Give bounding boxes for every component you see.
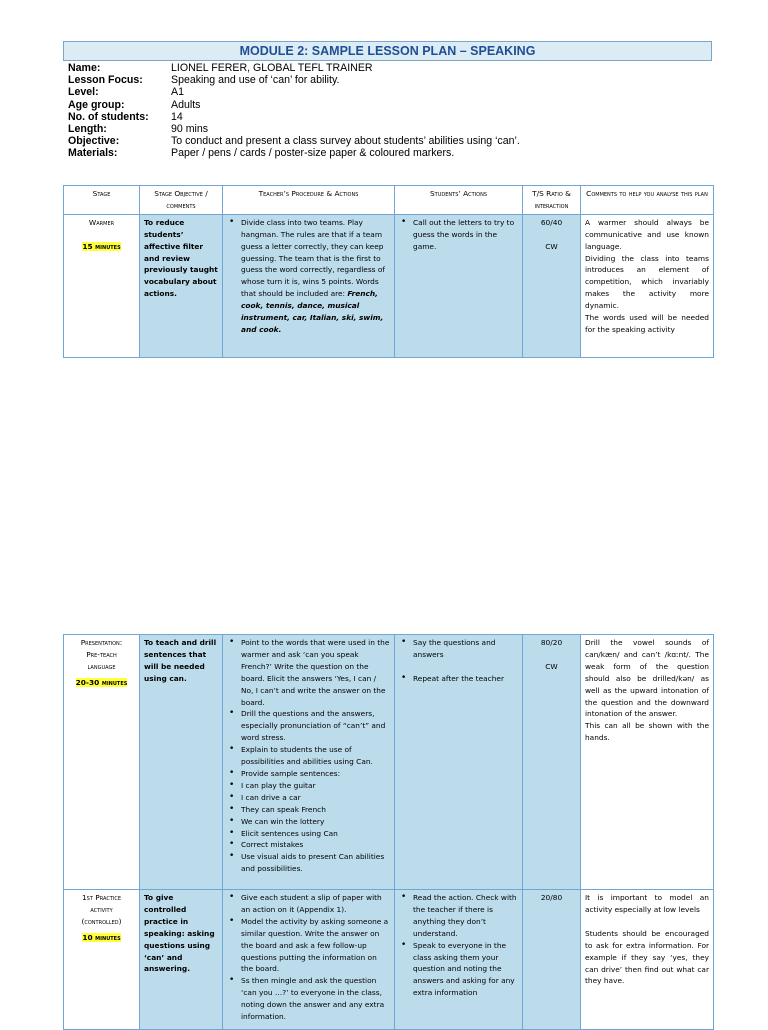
list-item: • Call out the letters to try to guess the words in the game. [413, 217, 518, 253]
list-item: • Divide class into two teams. Play hangman. The rules are that if a team guess a letter correctly, they can keep guessing. The team that is the first to guess the word correctly, regardless of whose turn it is, wins 5 points. Words that should be included are: French, cook, tennis, dance, musical instrument, car, Italian, ski, swim, and cook. [241, 217, 390, 336]
objective-text: To teach and drill sentences that will be needed using can. [144, 638, 217, 683]
interaction-value: CW [545, 241, 558, 251]
stage-cell [64, 635, 140, 890]
students-cell [395, 890, 523, 1030]
header-comments: Comments to help you analyse this plan [581, 186, 714, 215]
info-value: LIONEL FERER, GLOBAL TEFL TRAINER [171, 62, 373, 74]
info-label: No. of students: [68, 110, 149, 123]
list-item: • We can win the lottery [241, 816, 390, 828]
ratio-value: 60/40 [540, 217, 563, 227]
stage-time: 20-30 minutes [75, 677, 128, 687]
list-item: • Ss then mingle and ask the question ‘can you …?’ to everyone in the class, noting down the answer and any extra information. [241, 975, 390, 1023]
info-value: 14 [171, 110, 183, 123]
list-item: • Speak to everyone in the class asking them your question and noting the answers and asking for any extra information [413, 940, 518, 1000]
teacher-cell [223, 214, 395, 357]
list-item: • They can speak French [241, 804, 390, 816]
table-row-practice [64, 890, 714, 1030]
info-value: Paper / pens / cards / poster-size paper & coloured markers. [171, 147, 455, 160]
stage-name: (controlled) [81, 916, 122, 926]
info-value: Adults [171, 98, 201, 111]
header-students: Students’ Actions [395, 186, 523, 215]
list-item: • Correct mistakes [241, 839, 390, 851]
stage-name: Warmer [88, 217, 115, 227]
list-item: • Give each student a slip of paper with an action on it (Appendix 1). [241, 892, 390, 916]
list-item: • Model the activity by asking someone a similar question. Write the answer on the board and ask a few follow-up questions putting the information on the board. [241, 916, 390, 976]
info-row [68, 123, 520, 135]
ratio-value: 80/20 [540, 638, 563, 647]
stage-cell [64, 890, 140, 1030]
stage-name: activity [90, 904, 113, 914]
list-item: • Drill the questions and the answers, especially pronunciation of “can’t” and word stress. [241, 708, 390, 744]
info-value: To conduct and present a class survey about students’ abilities using ‘can’. [171, 135, 520, 148]
info-row [68, 99, 520, 111]
header-stage: Stage [64, 186, 140, 215]
comments-cell [581, 635, 714, 890]
lesson-table-1 [63, 185, 714, 358]
list-item: • Repeat after the teacher [413, 673, 518, 685]
comment-text: Drill the vowel sounds of can/kæn/ and can’t /kɑːnt/. The weak form of the question should also be drilled/kən/ as well as the upward intonation of the question and the downward intonation of the answer. [585, 638, 709, 719]
list-item: • Explain to students the use of possibilities and abilities using Can. [241, 744, 390, 768]
info-row [68, 111, 520, 123]
comments-cell [581, 890, 714, 1030]
stage-time: 10 minutes [82, 932, 121, 942]
stage-name: Presentation: [80, 638, 123, 647]
list-item: • Elicit sentences using Can [241, 828, 390, 840]
teacher-cell [223, 635, 395, 890]
stage-name: Pre-teach [86, 649, 117, 659]
objective-text: To reduce students’ affective filter and review previously taught vocabulary about actions. [144, 217, 218, 299]
table-header-row [64, 186, 714, 215]
list-item: • Read the action. Check with the teacher if there is anything they don’t understand. [413, 892, 518, 940]
ratio-cell [523, 214, 581, 357]
info-label: Level: [68, 86, 99, 99]
list-item: • Point to the words that were used in the warmer and ask ‘can you speak French?’ Write the question on the board. Elicit the answers ‘Yes, I can / No, I can’t and write the answer on the board. [241, 637, 390, 708]
students-cell [395, 214, 523, 357]
stage-cell [64, 214, 140, 357]
comment-text: The words used will be needed for the speaking activity [585, 313, 709, 334]
comment-text: Dividing the class into teams introduces an element of competition, which invariably makes the activity more dynamic. [585, 253, 709, 311]
info-row [68, 147, 520, 159]
students-cell [395, 635, 523, 890]
objective-text: To give controlled practice in speaking: asking questions using ‘can’ and answering. [144, 893, 215, 974]
ratio-cell [523, 890, 581, 1030]
comments-cell [581, 214, 714, 357]
info-label: Lesson Focus: [68, 74, 143, 87]
ratio-cell [523, 635, 581, 890]
info-label: Materials: [68, 147, 118, 160]
list-item: • Use visual aids to present Can abilities and possibilities. [241, 851, 390, 875]
info-label: Length: [68, 123, 107, 136]
comment-text: It is important to model an activity especially at low levels [585, 893, 709, 914]
info-row [68, 74, 520, 86]
objective-cell [140, 214, 223, 357]
stage-name: language [87, 661, 116, 671]
info-label: Objective: [68, 135, 120, 148]
list-item: • Provide sample sentences: [241, 768, 390, 780]
stage-time: 15 minutes [82, 241, 121, 251]
stage-name: 1st Practice [81, 893, 121, 902]
info-value: A1 [171, 86, 184, 99]
list-item: • I can drive a car [241, 792, 390, 804]
interaction-value: CW [545, 661, 558, 671]
teacher-cell [223, 890, 395, 1030]
ratio-value: 20/80 [540, 893, 563, 902]
header-objective: Stage Objective / comments [140, 186, 223, 215]
table-row-warmer [64, 214, 714, 357]
info-row [68, 135, 520, 147]
header-ratio: T/S Ratio & interaction [523, 186, 581, 215]
objective-cell [140, 635, 223, 890]
info-label: Age group: [68, 98, 125, 111]
info-row [68, 62, 520, 74]
page-title: MODULE 2: SAMPLE LESSON PLAN – SPEAKING [63, 41, 712, 61]
info-label: Name: [68, 62, 101, 74]
comment-text: Students should be encouraged to ask for extra information. For example if they say ‘yes, they can drive’ then find out what car they have. [585, 928, 709, 986]
lesson-info [68, 62, 520, 160]
objective-cell [140, 890, 223, 1030]
info-row [68, 86, 520, 98]
list-item: • I can play the guitar [241, 780, 390, 792]
comment-text: This can all be shown with the hands. [585, 721, 709, 743]
table-row-presentation [64, 635, 714, 890]
comment-text: A warmer should always be communicative and use known language. [585, 217, 709, 251]
info-value: Speaking and use of ‘can’ for ability. [171, 74, 340, 87]
list-item: • Say the questions and answers [413, 637, 518, 661]
header-teacher: Teacher’s Procedure & Actions [223, 186, 395, 215]
lesson-table-2 [63, 634, 714, 1030]
info-value: 90 mins [171, 123, 209, 136]
